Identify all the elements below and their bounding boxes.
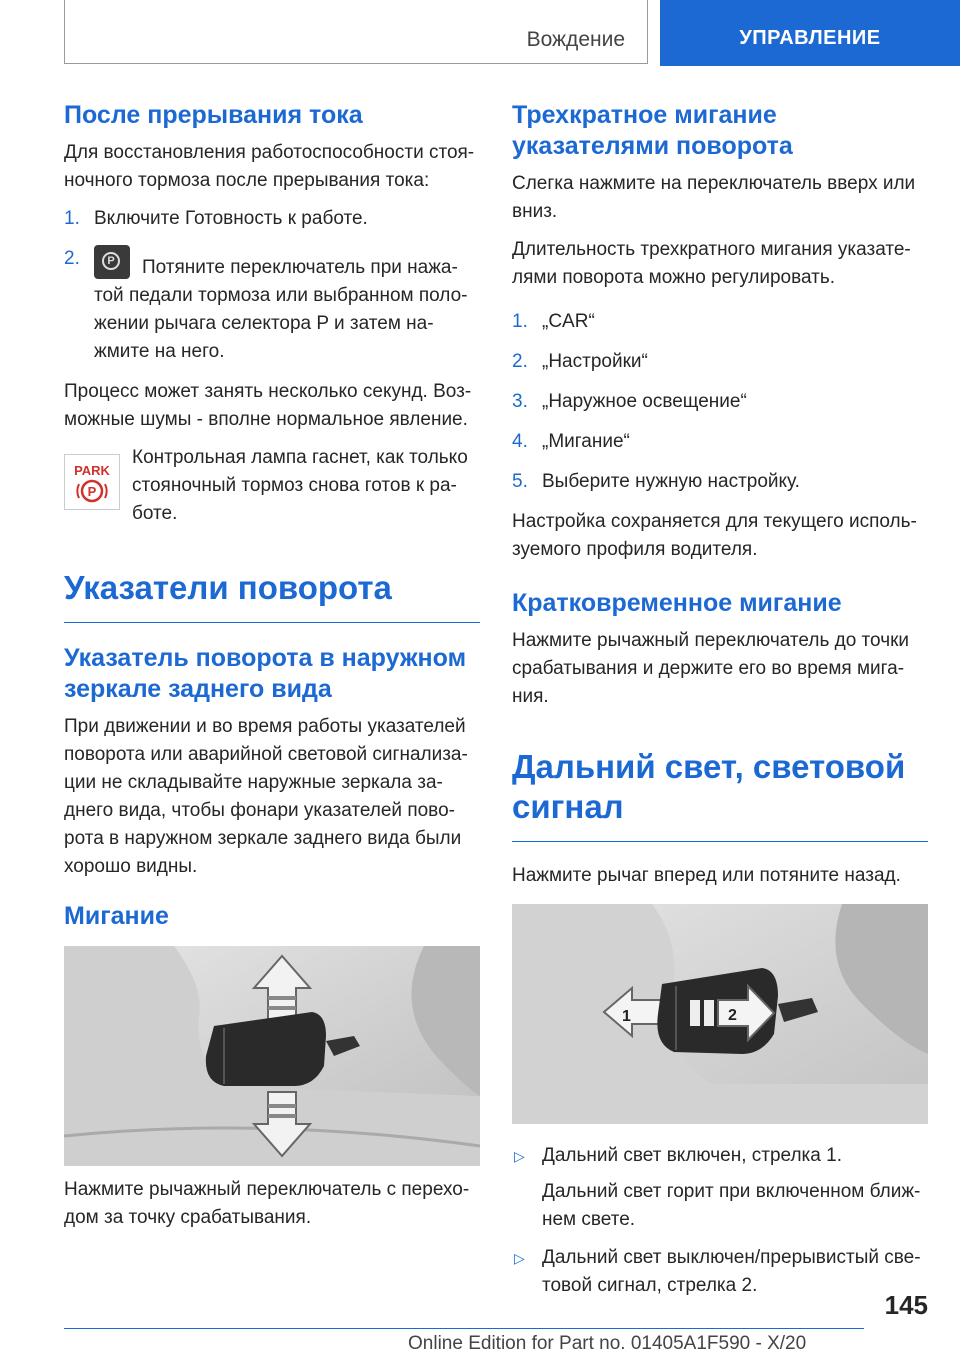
page-header xyxy=(0,0,960,66)
list-item xyxy=(512,428,928,456)
list-item xyxy=(512,1244,928,1300)
high-beam-title: Дальний свет, световой сигнал xyxy=(512,748,906,825)
after-interruption-steps xyxy=(64,205,480,366)
parking-brake-switch-icon: P xyxy=(94,245,130,279)
step-text: „Настройки“ xyxy=(542,351,648,372)
step-number: 2. xyxy=(512,351,528,372)
arrow-1-label: 1 xyxy=(622,1008,631,1025)
list-item xyxy=(512,308,928,336)
step-text: Включите Готовность к работе. xyxy=(94,208,368,229)
left-column xyxy=(64,100,480,1242)
mirror-turn-signal-text: При движении и во время работы указателей поворота или аварийной световой сигнализа-ции не складывайте наружные зеркала за-днего вида, чтобы фонари указателей пово-рота в наружном зеркале заднего вида были хорошо видны. xyxy=(64,716,468,877)
short-blink-text: Нажмите рычажный переключатель до точки срабатывания и держите его во время мига-ния. xyxy=(512,630,910,707)
bullet-triangle-icon: ▷ xyxy=(514,1148,525,1164)
turn-signals-heading-block xyxy=(64,568,480,623)
bullet-text: Дальний свет включен, стрелка 1. xyxy=(542,1145,842,1166)
right-column xyxy=(512,100,928,1310)
mirror-turn-signal-title: Указатель поворота в наружном зеркале заднего вида xyxy=(64,644,467,703)
after-interruption-intro: Для восстановления работоспособности стоя-ночного тормоза после прерывания тока: xyxy=(64,142,475,191)
step-number: 5. xyxy=(512,471,528,492)
blink-caption: Нажмите рычажный переключатель с перехо-дом за точку срабатывания. xyxy=(64,1179,470,1228)
header-section-box xyxy=(64,0,648,64)
triple-blink-title: Трехкратное мигание указателями поворота xyxy=(512,101,793,160)
step-text: „CAR“ xyxy=(542,311,595,332)
header-section: Вождение xyxy=(526,28,625,51)
step-number: 1. xyxy=(64,208,80,229)
triple-blink-text-3: Настройка сохраняется для текущего исполь-зуемого профиля водителя. xyxy=(512,511,917,560)
triple-blink-text-2: Длительность трехкратного мигания указате-лями поворота можно регулировать. xyxy=(512,239,911,288)
list-item xyxy=(64,205,480,233)
park-indicator-row xyxy=(64,444,480,528)
high-beam-lever-photo xyxy=(512,904,928,1124)
step-number: 2. xyxy=(64,248,80,269)
list-item xyxy=(512,468,928,496)
footer-edition: Online Edition for Part no. 01405A1F590 - X/20 xyxy=(408,1333,807,1354)
high-beam-bullets xyxy=(512,1142,928,1300)
bullet-text: Дальний свет выключен/прерывистый све-товой сигнал, стрелка 2. xyxy=(542,1247,921,1296)
arrow-2-label: 2 xyxy=(728,1007,737,1024)
bullet-triangle-icon: ▷ xyxy=(514,1250,525,1266)
step-number: 1. xyxy=(512,311,528,332)
step-text: Потяните переключатель при нажа-той педали тормоза или выбранном поло-жении рычага селектора P и затем на-жмите на него. xyxy=(94,257,468,362)
list-item xyxy=(512,1142,928,1234)
turn-signals-title: Указатели поворота xyxy=(64,569,392,606)
triple-blink-steps xyxy=(512,308,928,496)
list-item xyxy=(512,348,928,376)
footer-divider xyxy=(64,1328,864,1329)
park-indicator-text: Контрольная лампа гаснет, как только стояночный тормоз снова готов к ра-боте. xyxy=(132,447,468,524)
turn-signal-lever-photo xyxy=(64,946,480,1166)
blink-title: Мигание xyxy=(64,902,169,930)
step-text: Выберите нужную настройку. xyxy=(542,471,800,492)
triple-blink-text-1: Слегка нажмите на переключатель вверх или вниз. xyxy=(512,173,916,222)
header-chapter: УПРАВЛЕНИЕ xyxy=(660,0,960,66)
list-item xyxy=(512,388,928,416)
park-warning-lamp-icon xyxy=(64,454,120,510)
after-interruption-note: Процесс может занять несколько секунд. Воз-можные шумы - вполне нормальное явление. xyxy=(64,381,472,430)
list-item xyxy=(64,245,480,366)
svg-text:P: P xyxy=(87,484,97,499)
step-number: 4. xyxy=(512,431,528,452)
step-text: „Мигание“ xyxy=(542,431,630,452)
bullet-subtext: Дальний свет горит при включенном ближ-нем свете. xyxy=(542,1181,921,1230)
page-number: 145 xyxy=(884,1290,928,1320)
park-icon-label: PARK xyxy=(74,463,110,478)
step-number: 3. xyxy=(512,391,528,412)
short-blink-title: Кратковременное мигание xyxy=(512,589,842,617)
high-beam-text: Нажмите рычаг вперед или потяните назад. xyxy=(512,865,901,886)
high-beam-heading-block xyxy=(512,747,928,842)
step-text: „Наружное освещение“ xyxy=(542,391,747,412)
after-interruption-title: После прерывания тока xyxy=(64,101,363,129)
